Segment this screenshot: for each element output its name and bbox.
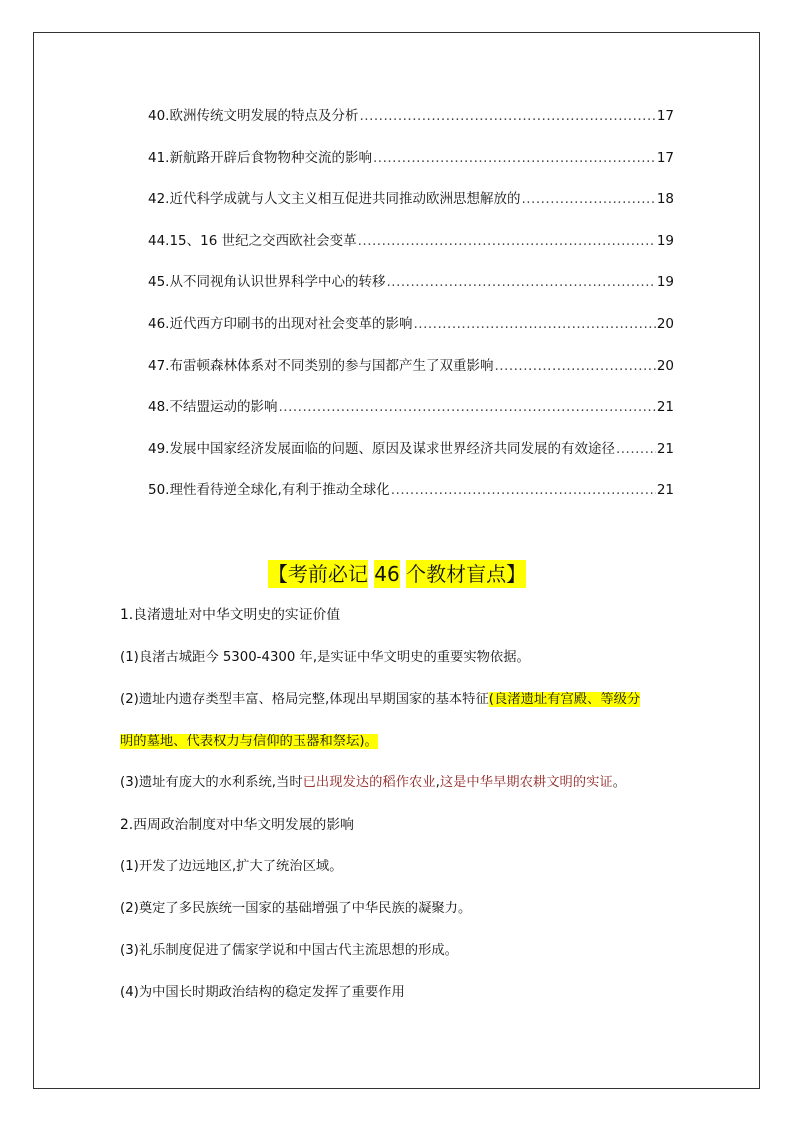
paragraph-1-2-cont (120, 732, 378, 752)
toc-page-number: 20 (656, 315, 674, 332)
paragraph-1-1: (1)良渚古城距今 5300-4300 年,是实证中华文明史的重要实物依据。 (120, 650, 530, 665)
toc-leader-dots (359, 106, 655, 126)
toc-page-number: 20 (656, 357, 674, 374)
paragraph-2-4: (4)为中国长时期政治结构的稳定发挥了重要作用 (120, 985, 405, 1000)
toc-page-number: 21 (656, 440, 674, 457)
toc-entry-50[interactable] (148, 480, 674, 522)
paragraph-2-1: (1)开发了边远地区,扩大了统治区域。 (120, 859, 343, 874)
highlight-text: (良渚遗址有宫殿、等级分 (488, 692, 641, 707)
toc-title: 49.发展中国家经济发展面临的问题、原因及谋求世界经济共同发展的有效途径 (148, 440, 615, 457)
toc-leader-dots (373, 148, 656, 168)
banner-part-1: 【考前必记 (267, 562, 368, 586)
toc-page-number: 21 (656, 399, 674, 416)
toc-entry-48[interactable] (148, 397, 674, 439)
toc-title: 42.近代科学成就与人文主义相互促进共同推动欧洲思想解放的 (148, 191, 521, 208)
toc-leader-dots (413, 314, 655, 334)
highlight-text: 明的墓地、代表权力与信仰的玉器和祭坛)。 (120, 734, 378, 749)
toc-leader-dots (494, 356, 655, 376)
toc-title: 45.从不同视角认识世界科学中心的转移 (148, 274, 386, 291)
heading-2: 2.西周政治制度对中华文明发展的影响 (120, 817, 354, 833)
paragraph-1-2 (120, 690, 640, 710)
toc-title: 41.新航路开辟后食物物种交流的影响 (148, 149, 372, 166)
toc-page-number: 21 (656, 482, 674, 499)
toc-title: 40.欧洲传统文明发展的特点及分析 (148, 108, 359, 124)
toc-entry-49[interactable] (148, 439, 674, 481)
toc-page-number: 19 (656, 232, 674, 249)
paragraph-text: (3)遗址有庞大的水利系统,当时 (120, 775, 303, 790)
section-banner (0, 558, 794, 590)
toc-title: 44.15、16 世纪之交西欧社会变革 (148, 232, 357, 249)
paragraph-2-3: (3)礼乐制度促进了儒家学说和中国古代主流思想的形成。 (120, 943, 458, 958)
paragraph-2-2: (2)奠定了多民族统一国家的基础增强了中华民族的凝聚力。 (120, 901, 472, 916)
table-of-contents (148, 106, 674, 522)
toc-entry-41[interactable] (148, 148, 674, 190)
emphasis-text: 这是中华早期农耕文明的实证 (439, 775, 613, 790)
toc-page-number: 19 (656, 274, 674, 291)
toc-title: 46.近代西方印刷书的出现对社会变革的影响 (148, 315, 413, 332)
heading-1: 1.良渚遗址对中华文明史的实证价值 (120, 607, 341, 623)
toc-leader-dots (278, 397, 655, 417)
banner-part-2: 个教材盲点】 (406, 562, 527, 586)
paragraph-text: , (435, 775, 440, 790)
paragraph-text: 。 (612, 775, 626, 790)
toc-entry-47[interactable] (148, 356, 674, 398)
toc-title: 50.理性看待逆全球化,有利于推动全球化 (148, 482, 390, 499)
toc-entry-45[interactable] (148, 272, 674, 314)
banner-number: 46 (374, 562, 400, 586)
toc-entry-40[interactable] (148, 106, 674, 148)
toc-leader-dots (616, 439, 656, 459)
toc-leader-dots (386, 272, 655, 292)
toc-page-number: 18 (656, 191, 674, 208)
paragraph-1-3 (120, 773, 626, 793)
toc-leader-dots (391, 480, 656, 500)
emphasis-text: 已出现发达的稻作农业 (302, 775, 436, 790)
toc-title: 47.布雷顿森林体系对不同类别的参与国都产生了双重影响 (148, 357, 494, 374)
toc-page-number: 17 (656, 149, 674, 166)
toc-page-number: 17 (656, 108, 674, 124)
toc-entry-42[interactable] (148, 189, 674, 231)
toc-entry-46[interactable] (148, 314, 674, 356)
toc-entry-44[interactable] (148, 231, 674, 273)
toc-leader-dots (358, 231, 656, 251)
toc-title: 48.不结盟运动的影响 (148, 399, 278, 416)
toc-leader-dots (521, 189, 655, 209)
paragraph-text: (2)遗址内遗存类型丰富、格局完整,体现出早期国家的基本特征 (120, 692, 489, 707)
